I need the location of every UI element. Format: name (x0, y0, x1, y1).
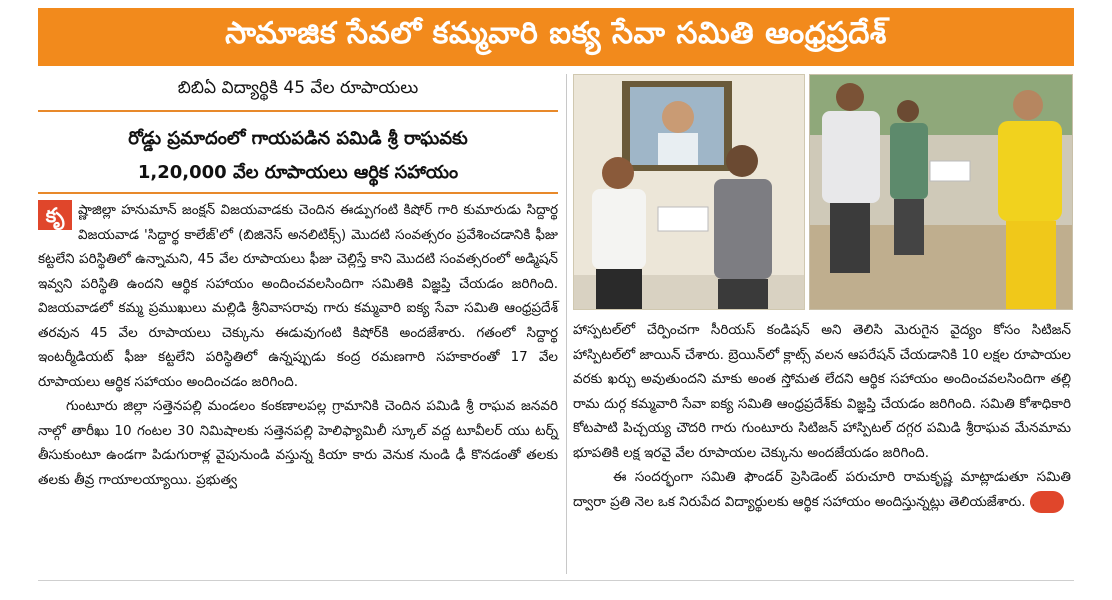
bottom-divider (38, 580, 1074, 581)
article-body-right (573, 318, 1090, 580)
left-column (38, 74, 558, 574)
headline (38, 122, 558, 190)
photo-cheque-handover-office (573, 74, 805, 310)
headline-line-2: 1,20,000 వేల రూపాయలు ఆర్థిక సహాయం (137, 162, 459, 183)
paragraph: ష్ణాజిల్లా హనుమాన్ జంక్షన్ విజయవాడకు చెందిన ఈడ్పుగంటి కిషోర్ గారి కుమారుడు సిద్దార్థ విజయవాడ 'సిద్దార్థ కాలేజ్'లో (బిజినెస్ అనలిటిక్స్) మొదటి సంవత్సరం ప్రవేశించడానికి ఫీజు కట్టలేని పరిస్థితిలో ఉన్నామని, 45 వేల రూపాయలు ఫీజు చెల్లిస్తే కాని మొదటి సంవత్సరంలో అడ్మిషన్ ఇవ్వని పరిస్థితి ఉందని ఆర్థిక సహాయం అందించవలసిందిగా సమితికి విజ్ఞప్తి చేయడం జరిగింది. విజయవాడలో కమ్మ ప్రముఖులు మల్లిడి శ్రీనివాసరావు గారు కమ్మవారి ఐక్య సేవా సమితి ఆంధ్రప్రదేశ్ తరవున 45 వేల రూపాయలు చెక్కును ఈడువుగంటి కిషోర్‌కి అందజేశారు. గతంలో సిద్దార్థ ఇంటర్మీడియట్ ఫీజు కట్టలేని పరిస్థితిలో ఉన్నప్పుడు కంద్ర రమణగారి సహకారంతో 17 వేల రూపాయలు ఆర్థిక సహాయం అందించడం జరిగింది. (38, 202, 558, 390)
headline-line-1: రోడ్డు ప్రమాదంలో గాయపడిన పమిడి శ్రీ రాఘవకు (128, 128, 468, 149)
column-divider (566, 74, 567, 574)
photo-illustration (810, 75, 1072, 309)
paragraph-text: ఈ సందర్భంగా సమితి ఫౌండర్ ప్రెసిడెంట్ పరుచూరి రామకృష్ణ మాట్లాడుతూ సమితి ద్వారా ప్రతి నెల ఒక నిరుపేద విద్యార్థులకు ఆర్థిక సహాయం అందిస్తున్నట్లు తెలియజేశారు. (573, 469, 1071, 510)
divider-bottom (38, 192, 558, 194)
paragraph: గుంటూరు జిల్లా సత్తెనపల్లి మండలం కంకణాలపల్ల గ్రామానికి చెందిన పమిడి శ్రీ రాఘవ జనవరి నాల్గో తారీఖు 10 గంటల 30 నిమిషాలకు సత్తెనపల్లి హెలిఫ్యామిలీ స్కూల్ వద్ద టూవీలర్ యు టర్న్ తీసుకుంటూ ఉండగా పిడుగురాళ్ల వైపునుండి వస్తున్న కియా కారు వెనుక నుండి ఢీ కొనడంతో తలకు తలకు తీవ్ర గాయాలయ్యాయి. ప్రభుత్వ (38, 398, 558, 488)
signature-badge: KV (1030, 491, 1064, 513)
dateline-badge: కృ (38, 200, 72, 230)
subheading: బిబిఏ విద్యార్థికి 45 వేల రూపాయలు (177, 78, 419, 98)
photo-cheque-handover-hospital (809, 74, 1073, 310)
headline-banner: సామాజిక సేవలో కమ్మవారి ఐక్య సేవా సమితి ఆంధ్రప్రదేశ్ (38, 8, 1074, 66)
photo-illustration (574, 75, 804, 309)
article-body-left (38, 198, 558, 574)
divider-top (38, 110, 558, 112)
paragraph: హాస్పటల్‌లో చేర్పించగా సీరియస్ కండిషన్ అని తెలిసి మెరుగైన వైద్యం కోసం సిటిజన్ హాస్పిటల్‌లో జాయిన్ చేశారు. బ్రెయిన్‌లో క్లాట్స్ వలన ఆపరేషన్ చేయడానికి 10 లక్షల రూపాయల వరకు ఖర్చు అవుతుందని మాకు అంత స్తోమత లేదని ఆర్థిక సహాయం అందించవలసిందిగా తల్లి రామ దుర్గ కమ్మవారి సేవా ఐక్య సమితి ఆంధ్రప్రదేశ్‌కు విజ్ఞప్తి చేయడం జరిగింది. సమితి కోశాధికారి కోటపాటి పిచ్చయ్య చౌదరి గారు గుంటూరు సిటిజన్ హాస్పిటల్ దగ్గర పమిడి శ్రీరాఘవ మేనమామ భూపతికి లక్ష ఇరవై వేల రూపాయల చెక్కును అందజేయడం జరిగింది. (573, 322, 1071, 461)
paragraph-closing (573, 465, 1090, 514)
